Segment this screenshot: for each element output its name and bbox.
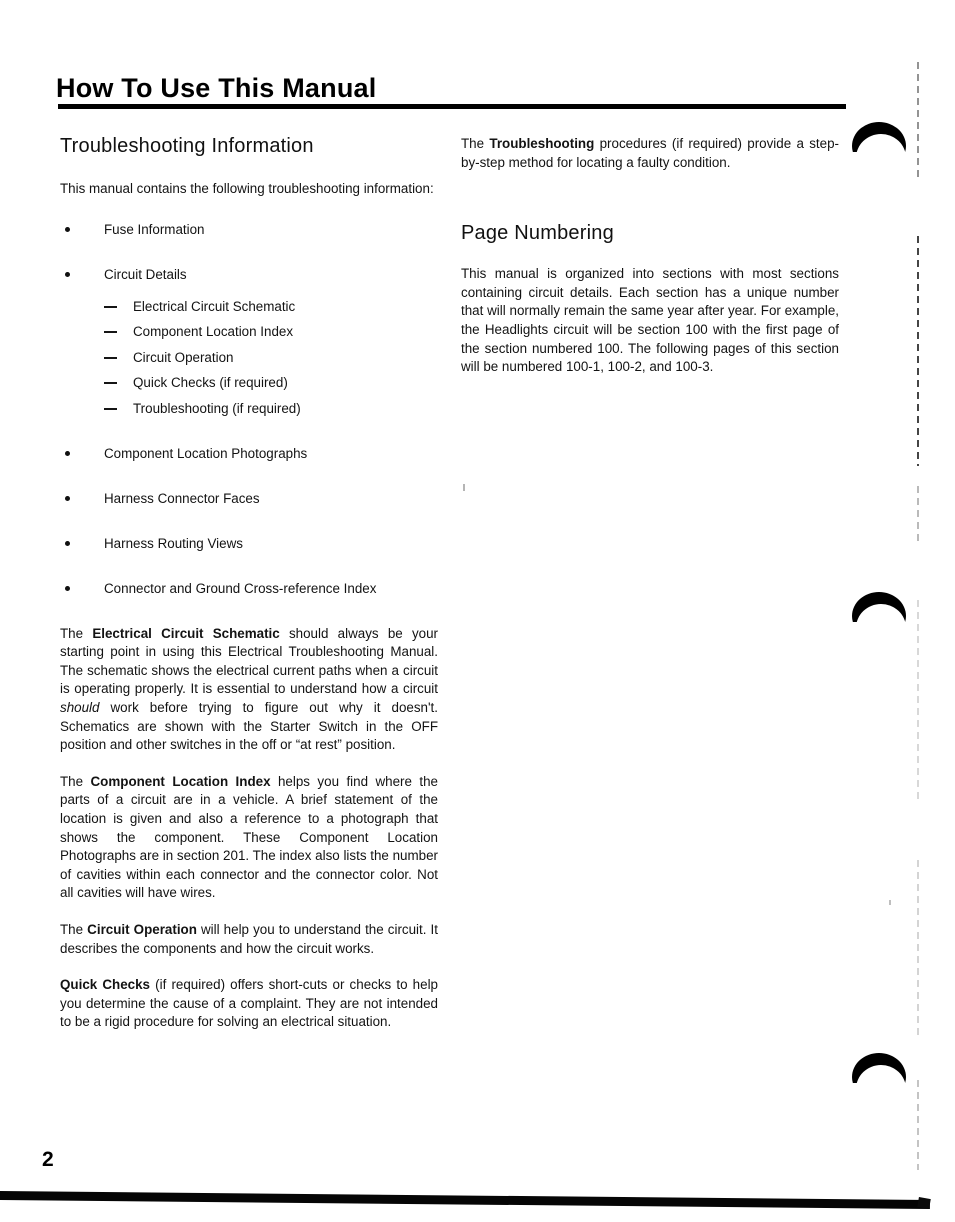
sub-list-item <box>104 400 438 418</box>
bullet-dot-icon <box>65 496 70 501</box>
paragraph-component-location-index <box>60 773 438 903</box>
list-item <box>60 221 438 239</box>
scan-binding-line <box>917 860 919 1040</box>
bullet-label: Connector and Ground Cross-reference Index <box>104 580 377 596</box>
list-item <box>60 490 438 508</box>
heading-page-numbering: Page Numbering <box>461 222 614 245</box>
scan-edge-shadow-tail <box>917 1197 931 1209</box>
explanatory-paragraphs <box>60 625 438 1032</box>
sub-list-item <box>104 323 438 341</box>
paragraph-body-a: should always be your starting point in using this Electrical Troubleshooting Manual. The schematic shows the electrical current paths when a circuit is operating properly. It is essential to understand how a circuit <box>60 625 439 697</box>
paragraph-page-numbering: This manual is organized into sections with most sections containing circuit details. Each section has a unique number that will normally remain the same year after year. For example, the Headlights circuit will be section 100 with the first page of the section numbered 100. The following pages of this section will be numbered 100-1, 100-2, and 100-3. <box>461 266 839 375</box>
paragraph-electrical-circuit-schematic <box>60 625 438 755</box>
list-item <box>60 535 438 553</box>
heading-troubleshooting-information: Troubleshooting Information <box>60 135 314 157</box>
paragraph-body-b: work before trying to figure out why it doesn't. Schematics are shown with the Starter Switch in the OFF position and other switches in the off or “at rest” position. <box>60 699 438 753</box>
dash-bullet-icon <box>104 331 117 333</box>
bullet-label: Harness Routing Views <box>104 535 243 551</box>
bullet-label: Circuit Details <box>104 266 187 282</box>
paragraph-lead: The <box>461 136 490 151</box>
paragraph-body-a: helps you find where the parts of a circuit are in a vehicle. A brief statement of the location is given and also a reference to a photograph that shows the component. These Component Location Photographs are in section 201. The index also lists the number of cavities within each connector and the connector color. Not all cavities will have wires. <box>60 773 439 901</box>
paragraph-bold-term: Electrical Circuit Schematic <box>92 625 280 641</box>
paragraph-bold-term: Quick Checks <box>60 977 150 993</box>
right-column <box>461 135 839 395</box>
bullet-label: Fuse Information <box>104 221 205 237</box>
scan-edge-shadow <box>0 1191 930 1209</box>
sub-item-label: Circuit Operation <box>133 349 234 365</box>
paragraph-bold-term: Circuit Operation <box>87 921 197 937</box>
sub-list-item <box>104 374 438 392</box>
list-item <box>60 266 438 418</box>
title-rule <box>58 104 846 109</box>
bullet-dot-icon <box>65 227 70 232</box>
scan-binding-line <box>917 600 919 800</box>
bullet-dot-icon <box>65 451 70 456</box>
page-curl-mark-top-icon <box>852 122 906 152</box>
sub-item-label: Troubleshooting (if required) <box>133 400 301 416</box>
list-item <box>60 580 438 598</box>
scan-binding-line <box>917 486 919 546</box>
paragraph-body-a: (if required) offers short-cuts or checks to help you determine the cause of a complaint. They are not intended to be a rigid procedure for solving an electrical situation. <box>60 977 438 1030</box>
paragraph-quick-checks <box>60 976 438 1032</box>
page-number: 2 <box>42 1148 54 1171</box>
dash-bullet-icon <box>104 357 117 359</box>
paragraph-circuit-operation <box>60 921 438 958</box>
left-column <box>60 135 438 1050</box>
page-curl-mark-middle-icon <box>852 592 906 622</box>
scan-binding-line <box>917 1080 919 1170</box>
scan-binding-line <box>917 62 919 182</box>
paragraph-body-a: procedures (if required) provide a step-by-step method for locating a faulty condition. <box>461 136 839 170</box>
paragraph-italic-term: should <box>60 699 100 715</box>
paragraph-lead: The <box>60 625 93 641</box>
bullet-dot-icon <box>65 272 70 277</box>
sub-item-label: Electrical Circuit Schematic <box>133 298 296 314</box>
page-curl-mark-bottom-icon <box>852 1053 906 1083</box>
scan-binding-line <box>917 236 919 466</box>
sub-item-label: Quick Checks (if required) <box>133 375 288 391</box>
bullet-dot-icon <box>65 586 70 591</box>
scan-speck <box>463 484 465 491</box>
sub-list-item <box>104 349 438 367</box>
list-item <box>60 445 438 463</box>
bullet-label: Component Location Photographs <box>104 445 308 461</box>
sub-list-item <box>104 298 438 316</box>
paragraph-troubleshooting-procedures <box>461 135 839 172</box>
bullet-label: Harness Connector Faces <box>104 490 260 506</box>
bullet-dot-icon <box>65 541 70 546</box>
paragraph-lead: The <box>60 773 91 789</box>
paragraph-bold-term: Component Location Index <box>90 773 271 789</box>
sub-item-label: Component Location Index <box>133 324 294 340</box>
dash-bullet-icon <box>104 382 117 384</box>
page-title: How To Use This Manual <box>56 73 377 103</box>
intro-paragraph: This manual contains the following troubleshooting information: <box>60 181 434 196</box>
circuit-details-sublist <box>104 298 438 418</box>
scan-speck <box>889 900 891 905</box>
paragraph-bold-term: Troubleshooting <box>489 136 595 151</box>
paragraph-lead: The <box>60 921 88 937</box>
dash-bullet-icon <box>104 306 117 308</box>
paragraph-body-a: will help you to understand the circuit. It describes the components and how the circuit works. <box>60 921 438 956</box>
dash-bullet-icon <box>104 408 117 410</box>
contents-bullet-list <box>60 221 438 598</box>
